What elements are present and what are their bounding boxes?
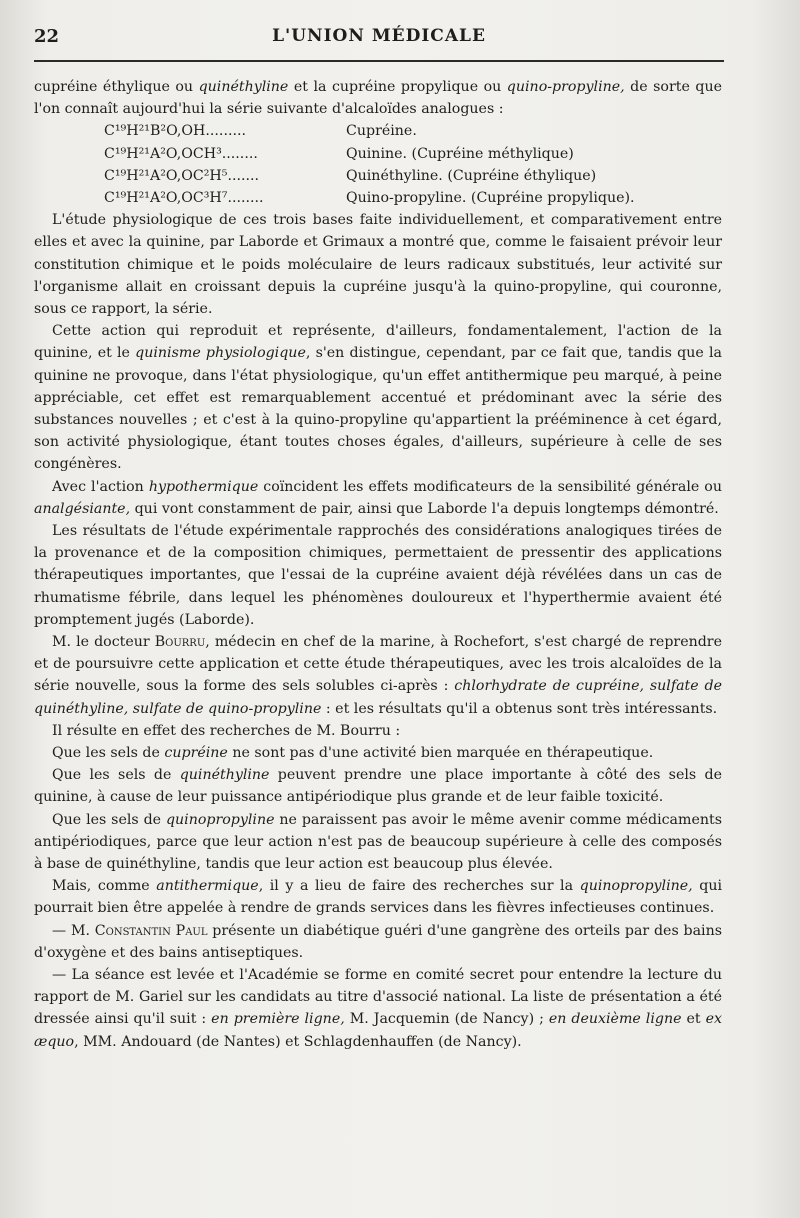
- paragraph-quinine-action: Cette action qui reproduit et représente, d'ailleurs, fondamentalement, l'action de la quinine, et le quinisme physiologique, s'en distingue, cependant, par ce fait que, tandis que la quinine ne provoque, dans l'état physiologique, qu'un effet antithermique peu marqué, à peine appréciable, cet effet est remarquablement accentué et prédominant avec la série des substances nouvelles ; et c'est à la quino-propyline qu'appartient la prééminence à cet égard, son activité physiologique, étant toutes choses égales, d'ailleurs, supérieure à celle de ses congénères.: [34, 323, 722, 473]
- paragraph-bourru-study: M. le docteur Bourru, médecin en chef de la marine, à Rochefort, s'est chargé de reprendre et de poursuivre cette application et cette étude thérapeutiques, avec les trois alcaloïdes de la série nouvelle, sous la forme des sels solubles ci-après : chlorhydrate de cupréine, sulfate de quinéthyline, sulfate de quino-propyline : et les résultats qu'il a obtenus sont très intéressants.: [34, 634, 723, 717]
- article-body: [34, 76, 722, 1053]
- page-number: 22: [34, 26, 60, 47]
- paragraph-hypothermic-action: Avec l'action hypothermique coïncident les effets modificateurs de la sensibilité générale ou analgésiante, qui vont constamment de pair, ainsi que Laborde l'a depuis longtemps démontré.: [34, 478, 722, 517]
- page-header: [34, 26, 724, 54]
- chemical-formula: C¹⁹H²¹A²O,OC²H⁵.......: [104, 167, 260, 184]
- paragraph-constantin-paul: — M. Constantin Paul présente un diabétique guéri d'une gangrène des orteils par des bains d'oxygène et des bains antiseptiques.: [34, 922, 722, 961]
- alkaloid-name: Quinine. (Cupréine méthylique): [346, 145, 574, 162]
- chemical-formula: C¹⁹H²¹A²O,OC³H⁷........: [104, 189, 264, 206]
- chemical-formula: C¹⁹H²¹B²O,OH.........: [104, 123, 246, 140]
- paragraph-quinethyline-salts: Que les sels de quinéthyline peuvent prendre une place importante à côté des sels de quinine, à cause de leur puissance antipériodique plus grande et de leur faible toxicité.: [34, 767, 722, 806]
- paragraph-cupreine-salts: Que les sels de cupréine ne sont pas d'une activité bien marquée en thérapeutique.: [52, 745, 654, 762]
- formula-row-cupreine: [34, 120, 722, 142]
- header-rule: [34, 60, 724, 62]
- alkaloid-name: Quino-propyline. (Cupréine propylique).: [346, 189, 635, 206]
- paragraph-antithermic-research: Mais, comme antithermique, il y a lieu de faire des recherches sur la quinopropyline, qui pourrait bien être appelée à rendre de grands services dans les fièvres infectieuses continues.: [34, 878, 722, 917]
- paragraph-series-intro: cupréine éthylique ou quinéthyline et la cupréine propylique ou quino-propyline, de sorte que l'on connaît aujourd'hui la série suivante d'alcaloïdes analogues :: [34, 79, 722, 118]
- paragraph-secret-committee: — La séance est levée et l'Académie se forme en comité secret pour entendre la lecture du rapport de M. Gariel sur les candidats au titre d'associé national. La liste de présentation a été dressée ainsi qu'il suit : en première ligne, M. Jacquemin (de Nancy) ; en deuxième ligne et ex æquo, MM. Andouard (de Nantes) et Schlagdenhauffen (de Nancy).: [34, 967, 722, 1050]
- paragraph-physiological-study: L'étude physiologique de ces trois bases faite individuellement, et comparativement entre elles et avec la quinine, par Laborde et Grimaux a montré que, comme le faisaient prévoir leur constitution chimique et le poids moléculaire de leurs radicaux substitués, leur activité sur l'organisme allait en croissant depuis la cupréine jusqu'à la quino-propyline, qui couronne, sous ce rapport, la série.: [34, 212, 722, 317]
- running-title: L'UNION MÉDICALE: [272, 26, 486, 46]
- alkaloid-name: Cupréine.: [346, 123, 417, 140]
- chemical-formula: C¹⁹H²¹A²O,OCH³........: [104, 145, 258, 162]
- formula-row-quinethyline: [34, 165, 722, 187]
- paragraph-quinopropyline-salts: Que les sels de quinopropyline ne paraissent pas avoir le même avenir comme médicaments antipériodiques, parce que leur action n'est pas de beaucoup supérieure à celle des composés à base de quinéthyline, tandis que leur action est beaucoup plus élevée.: [34, 811, 722, 873]
- paragraph-results-intro: Il résulte en effet des recherches de M. Bourru :: [52, 722, 401, 739]
- paragraph-experimental-results: Les résultats de l'étude expérimentale rapprochés des considérations analogiques tirées de la provenance et de la composition chimiques, permettaient de pressentir des applications thérapeutiques importantes, que l'essai de la cupréine avaient déjà révélées dans un cas de rhumatisme fébrile, dans lequel les phénomènes douloureux et l'hyperthermie avaient été promptement jugés (Laborde).: [34, 523, 722, 628]
- formula-row-quino-propyline: [34, 187, 722, 209]
- formula-row-quinine: [34, 143, 722, 165]
- alkaloid-name: Quinéthyline. (Cupréine éthylique): [346, 167, 597, 184]
